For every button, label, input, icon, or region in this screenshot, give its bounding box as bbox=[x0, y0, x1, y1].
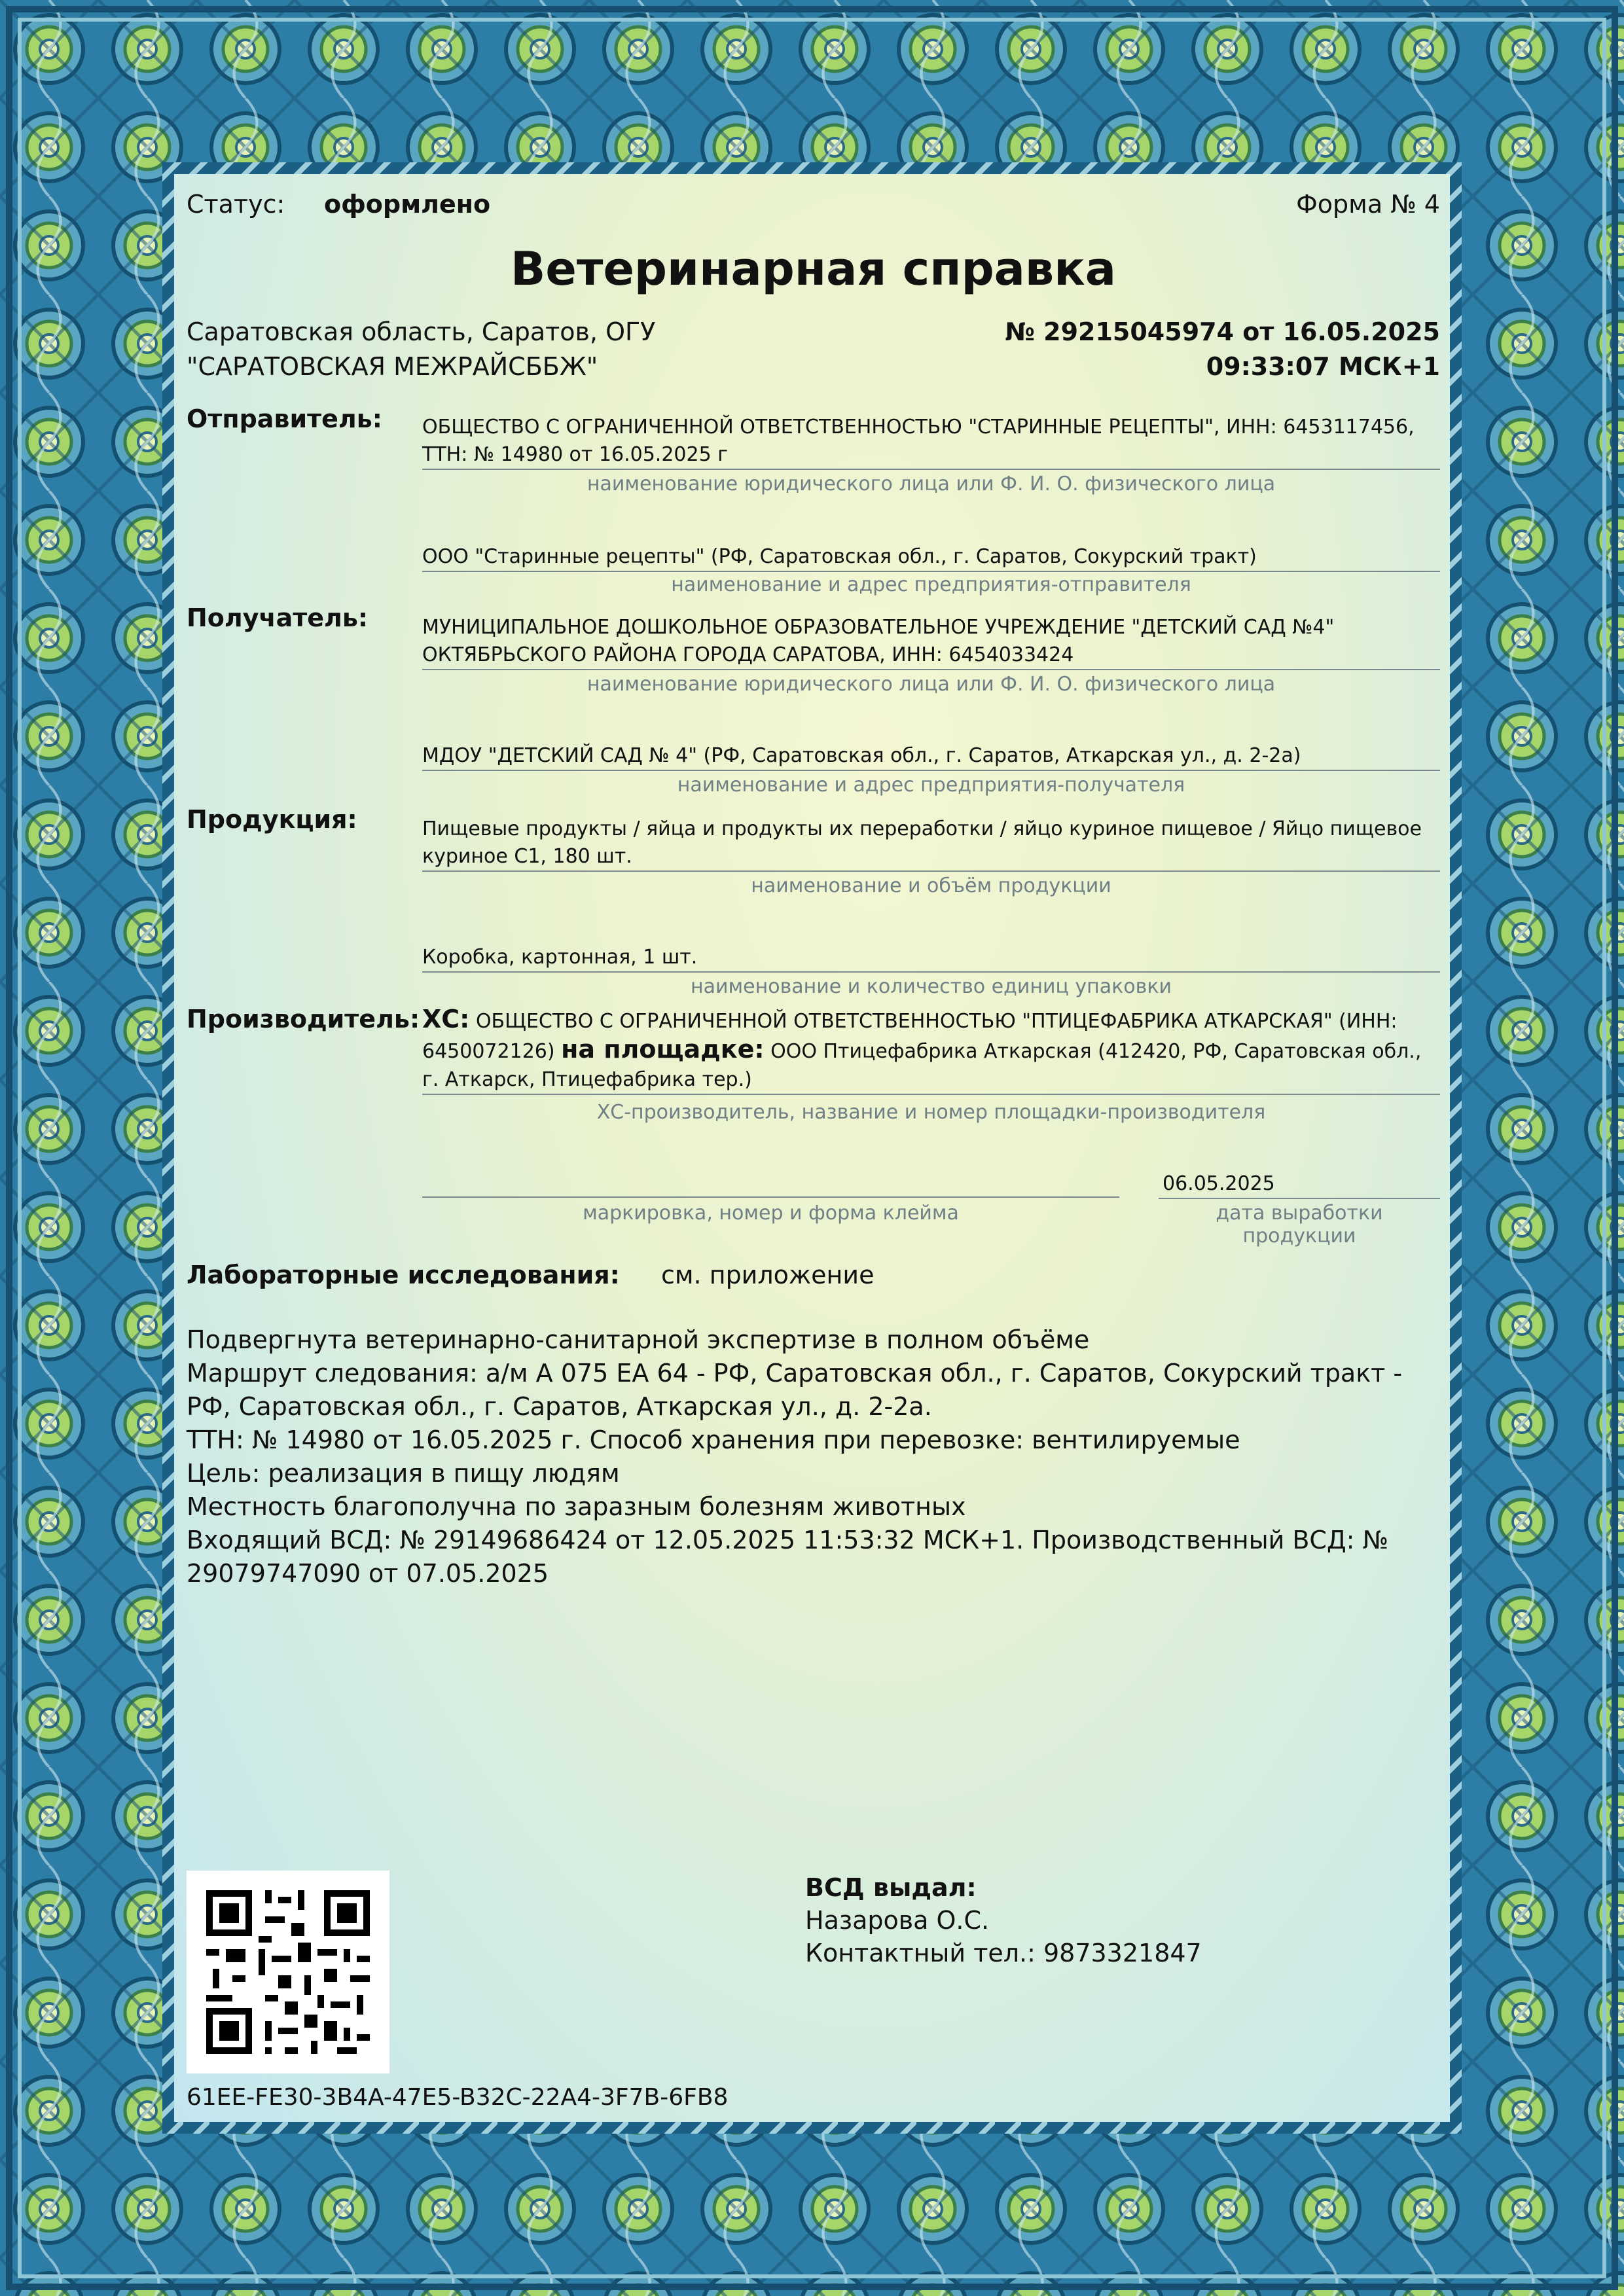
production-date bbox=[1159, 1170, 1440, 1199]
producer-label: Производитель: bbox=[187, 1005, 420, 1033]
issuer-label: ВСД выдал: bbox=[805, 1873, 977, 1902]
production-date-value: 06.05.2025 bbox=[1163, 1172, 1275, 1195]
status-label: Статус: bbox=[187, 190, 285, 219]
detail-route: Маршрут следования: а/м А 075 ЕА 64 - РФ, Саратовская обл., г. Саратов, Сокурский тракт - РФ, Саратовская обл., г. Саратов, Аткарская ул., д. 2-2а. bbox=[187, 1359, 1403, 1421]
issuer-name: Назарова О.С. bbox=[805, 1906, 990, 1935]
producer-xs-value: ОБЩЕСТВО С ОГРАНИЧЕННОЙ ОТВЕТСТВЕННОСТЬЮ "ПТИЦЕФАБРИКА АТКАРСКАЯ" (ИНН: 6450072126) bbox=[422, 1010, 1398, 1063]
producer-site-label: на площадке: bbox=[561, 1035, 765, 1064]
sender-label: Отправитель: bbox=[187, 404, 382, 433]
product-packaging-caption: наименование и количество единиц упаковки bbox=[691, 975, 1172, 998]
recipient-legal-caption: наименование юридического лица или Ф. И. О. физического лица bbox=[586, 673, 1276, 696]
recipient-enterprise: МДОУ "ДЕТСКИЙ САД № 4" (РФ, Саратовская обл., г. Саратов, Аткарская ул., д. 2-2а) bbox=[422, 742, 1440, 771]
detail-locality: Местность благополучна по заразным болезням животных bbox=[187, 1492, 966, 1521]
detail-incoming-vsd: Входящий ВСД: № 29149686424 от 12.05.2025 11:53:32 МСК+1. Производственный ВСД: № 29079747090 от 07.05.2025 bbox=[187, 1526, 1389, 1588]
recipient-legal-entity: МУНИЦИПАЛЬНОЕ ДОШКОЛЬНОЕ ОБРАЗОВАТЕЛЬНОЕ УЧРЕЖДЕНИЕ "ДЕТСКИЙ САД №4" ОКТЯБРЬСКОГО РАЙОНА ГОРОДА САРАТОВА, ИНН: 6454033424 bbox=[422, 614, 1440, 670]
qr-code-icon bbox=[187, 1871, 389, 2073]
producer-xs-label: ХС: bbox=[422, 1005, 470, 1033]
details-block bbox=[187, 1323, 1440, 1590]
issuer-line-1: Саратовская область, Саратов, ОГУ bbox=[187, 317, 656, 346]
status-value: оформлено bbox=[324, 190, 491, 219]
detail-purpose: Цель: реализация в пищу людям bbox=[187, 1459, 620, 1488]
product-name-caption: наименование и объём продукции bbox=[751, 874, 1111, 897]
product-packaging: Коробка, картонная, 1 шт. bbox=[422, 944, 1440, 973]
detail-expertise: Подвергнута ветеринарно-санитарной экспертизе в полном объёме bbox=[187, 1325, 1090, 1354]
qr-code bbox=[187, 1871, 389, 2073]
recipient-enterprise-caption: наименование и адрес предприятия-получателя bbox=[677, 774, 1185, 797]
detail-ttn: ТТН: № 14980 от 16.05.2025 г. Способ хранения при перевозке: вентилируемые bbox=[187, 1426, 1240, 1454]
lab-label: Лабораторные исследования: bbox=[187, 1261, 620, 1289]
doc-time: 09:33:07 МСК+1 bbox=[1206, 352, 1440, 381]
doc-number: № 29215045974 от 16.05.2025 bbox=[1005, 317, 1440, 346]
recipient-label: Получатель: bbox=[187, 603, 369, 632]
product-label: Продукция: bbox=[187, 805, 357, 834]
product-name: Пищевые продукты / яйца и продукты их переработки / яйцо куриное пищевое / Яйцо пищевое куриное С1, 180 шт. bbox=[422, 816, 1440, 872]
page-title: Ветеринарная справка bbox=[511, 242, 1116, 296]
issuer-line-2: "САРАТОВСКАЯ МЕЖРАЙСББЖ" bbox=[187, 352, 598, 381]
issuer-contact: Контактный тел.: 9873321847 bbox=[805, 1939, 1202, 1967]
production-date-caption: дата выработки продукции bbox=[1216, 1202, 1383, 1247]
producer-site-value: ООО Птицефабрика Аткарская (412420, РФ, Саратовская обл., г. Аткарск, Птицефабрика тер.) bbox=[422, 1040, 1422, 1091]
form-number: Форма № 4 bbox=[1296, 190, 1440, 219]
sender-enterprise: ООО "Старинные рецепты" (РФ, Саратовская обл., г. Саратов, Сокурский тракт) bbox=[422, 543, 1440, 572]
lab-value: см. приложение bbox=[661, 1261, 875, 1289]
sender-legal-caption: наименование юридического лица или Ф. И. О. физического лица bbox=[586, 473, 1276, 495]
marking-caption: маркировка, номер и форма клейма bbox=[583, 1202, 959, 1225]
producer-caption: ХС-производитель, название и номер площадки-производителя bbox=[596, 1101, 1266, 1124]
producer-details bbox=[422, 1005, 1440, 1095]
sender-enterprise-caption: наименование и адрес предприятия-отправителя bbox=[671, 573, 1191, 596]
marking-field bbox=[422, 1170, 1119, 1198]
sender-legal-entity: ОБЩЕСТВО С ОГРАНИЧЕННОЙ ОТВЕТСТВЕННОСТЬЮ "СТАРИННЫЕ РЕЦЕПТЫ", ИНН: 6453117456, ТТН: № 14980 от 16.05.2025 г bbox=[422, 414, 1440, 470]
document-uuid: 61EE-FE30-3B4A-47E5-B32C-22A4-3F7B-6FB8 bbox=[187, 2084, 729, 2111]
